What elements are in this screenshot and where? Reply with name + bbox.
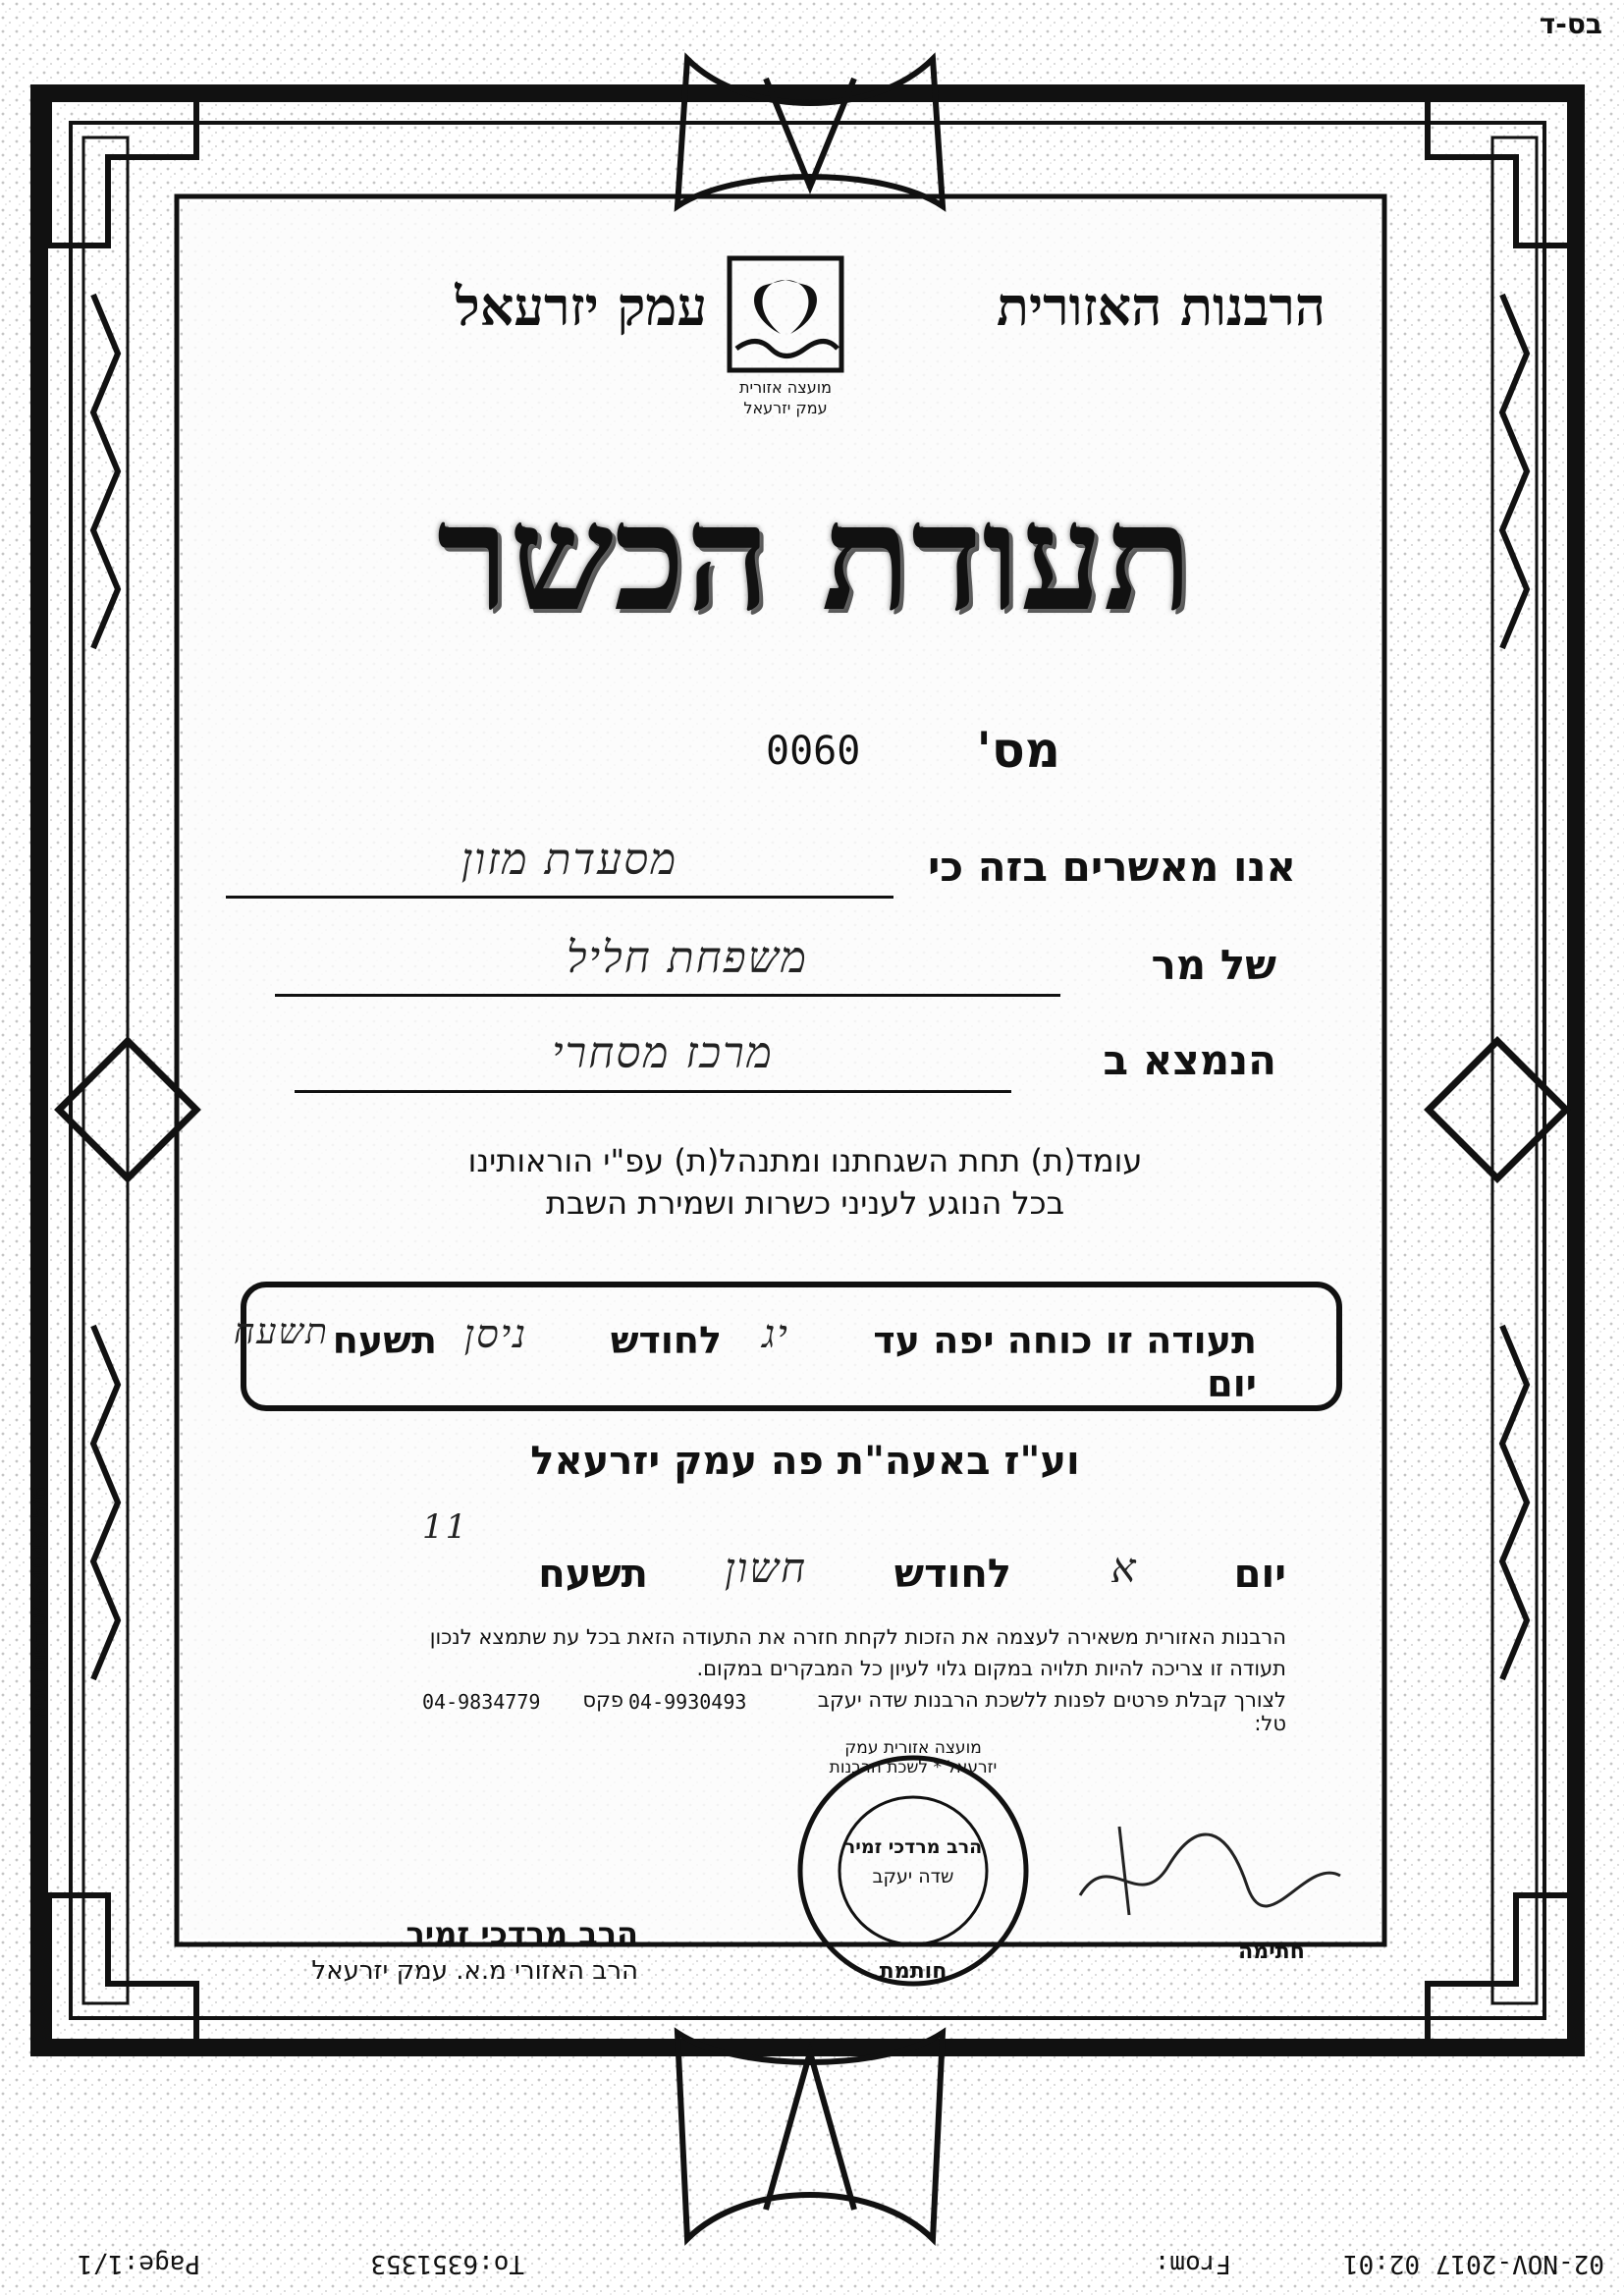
fax-footer bbox=[0, 2239, 1624, 2288]
location-value: מרכז מסחרי bbox=[552, 1028, 774, 1078]
stamp-label: חותמת bbox=[879, 1959, 947, 1984]
fax-date: 02-NOV-2017 02:01 bbox=[1342, 2249, 1604, 2278]
rabbi-name: הרב מרדכי זמיר bbox=[406, 1915, 638, 1952]
small-print-line2: תעודה זו צריכה להיות תלויה במקום גלוי לעיון כל המבקרים במקום. bbox=[696, 1657, 1286, 1680]
fax-label: פקס bbox=[582, 1688, 623, 1712]
confirm-value: מסעדת מזון bbox=[460, 835, 678, 885]
issued-line: וע"ז באעה"ת פה עמק יזרעאל bbox=[530, 1439, 1080, 1484]
validity-year: תשעח bbox=[233, 1312, 329, 1352]
sign-label: חתימה bbox=[1238, 1940, 1305, 1964]
stamp-inner-line1: הרב מרדכי זמיר bbox=[843, 1836, 983, 1858]
handwritten-signature-icon bbox=[1060, 1787, 1355, 1935]
rabbi-title: הרב האזורי מ.א. עמק יזרעאל bbox=[311, 1956, 638, 1986]
certificate-title: תעודת הכשר bbox=[436, 471, 1194, 644]
corner-code: בס-ד bbox=[1539, 8, 1602, 40]
date-day-label: יום bbox=[1233, 1552, 1286, 1597]
date-month-label: לחודש bbox=[893, 1552, 1011, 1597]
logo-caption-line2: עמק יזרעאל bbox=[743, 399, 828, 417]
validity-month-label: לחודש bbox=[610, 1319, 722, 1362]
validity-day: יג bbox=[762, 1312, 789, 1357]
fax-to: To:6351353 bbox=[370, 2249, 524, 2278]
rabbinate-heading: הרבנות האזורית bbox=[997, 275, 1326, 338]
date-year: תשעח bbox=[538, 1552, 648, 1597]
statement-line1: עומד(ת) תחת השגחתנו ומתנהל(ת) עפ"י הוראותינו bbox=[467, 1142, 1143, 1179]
fax-page: Page:1/1 bbox=[77, 2249, 200, 2278]
validity-month: ניסן bbox=[463, 1312, 528, 1357]
date-month-value: חשון bbox=[724, 1544, 808, 1592]
owner-value: משפחת חליל bbox=[567, 933, 808, 983]
validity-year-label: תשעח bbox=[332, 1319, 437, 1362]
owner-label: של מר bbox=[1151, 941, 1276, 989]
stamp-outer-text: מועצה אזורית עמק יזרעאל * לשכת הרבנות bbox=[829, 1738, 998, 1777]
confirm-underline bbox=[226, 896, 893, 899]
validity-prefix: תעודה זו כוחה יפה עד יום bbox=[873, 1319, 1257, 1405]
number-label: מס' bbox=[976, 722, 1060, 779]
council-logo-icon bbox=[722, 250, 849, 378]
region-heading: עמק יזרעאל bbox=[455, 275, 707, 338]
stamp-inner-line2: שדה יעקב bbox=[872, 1866, 954, 1887]
logo-caption-line1: מועצה אזורית bbox=[739, 378, 832, 397]
small-print-line3: לצורך קבלת פרטים לפנות ללשכת הרבנות שדה יעקב טל: bbox=[817, 1688, 1286, 1735]
location-underline bbox=[295, 1090, 1011, 1093]
fax-from-label: From: bbox=[1154, 2249, 1231, 2278]
date-day-value: א bbox=[1110, 1544, 1138, 1592]
statement-line2: בכל הנוגע לעניני כשרות ושמירת השבת bbox=[545, 1184, 1065, 1222]
small-print-line1: הרבנות האזורית משאירה לעצמה את הזכות לקחת חזרה את התעודה הזאת בכל עת שתמצא לנכון bbox=[429, 1625, 1286, 1649]
printer-side-text: 04-6404375/6 דפוס שגיא bbox=[27, 1487, 51, 1720]
location-label: הנמצא ב bbox=[1103, 1036, 1276, 1084]
office-phone: 04-9930493 bbox=[628, 1690, 747, 1714]
owner-underline bbox=[275, 994, 1060, 997]
office-fax: 04-9834779 bbox=[422, 1690, 541, 1714]
confirm-label: אנו מאשרים בזה כי bbox=[927, 843, 1296, 891]
date-note: 11 bbox=[422, 1507, 469, 1547]
certificate-number: 0060 bbox=[766, 729, 861, 774]
